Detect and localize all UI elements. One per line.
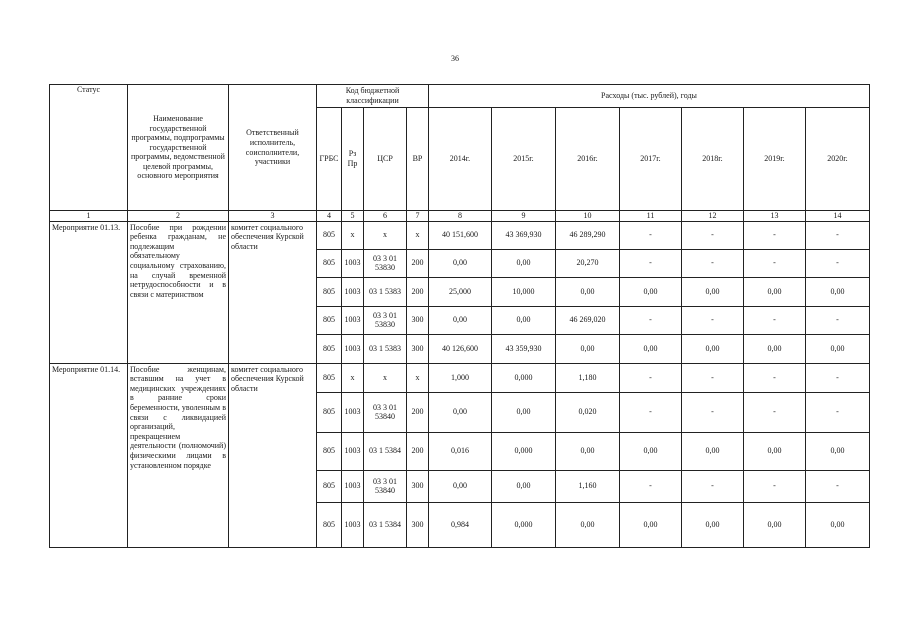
expense-cell: 0,00 bbox=[429, 392, 492, 432]
grbs-cell: 805 bbox=[317, 363, 342, 392]
expense-cell: 43 369,930 bbox=[492, 221, 556, 249]
vr-cell: 300 bbox=[407, 502, 429, 547]
csr-cell: x bbox=[364, 221, 407, 249]
expense-cell: - bbox=[620, 306, 682, 334]
expense-cell: 0,00 bbox=[744, 277, 806, 306]
expense-cell: - bbox=[806, 363, 870, 392]
csr-cell: 03 3 01 53840 bbox=[364, 392, 407, 432]
vr-cell: 200 bbox=[407, 277, 429, 306]
expense-cell: 0,00 bbox=[806, 432, 870, 470]
expense-cell: - bbox=[806, 470, 870, 502]
expense-cell: 0,00 bbox=[682, 277, 744, 306]
csr-cell: 03 1 5384 bbox=[364, 502, 407, 547]
csr-cell: 03 1 5383 bbox=[364, 277, 407, 306]
expense-cell: 0,00 bbox=[492, 249, 556, 277]
expense-cell: 1,180 bbox=[556, 363, 620, 392]
csr-cell: x bbox=[364, 363, 407, 392]
expense-cell: - bbox=[682, 249, 744, 277]
expense-cell: 0,00 bbox=[806, 334, 870, 363]
expense-cell: - bbox=[682, 392, 744, 432]
expense-cell: 0,00 bbox=[682, 334, 744, 363]
column-number: 10 bbox=[556, 211, 620, 222]
expense-cell: - bbox=[806, 221, 870, 249]
column-number: 7 bbox=[407, 211, 429, 222]
expense-cell: 0,00 bbox=[556, 502, 620, 547]
page-number: 36 bbox=[451, 54, 459, 63]
expense-cell: 0,00 bbox=[492, 470, 556, 502]
rz-pr-cell: 1003 bbox=[342, 502, 364, 547]
rz-pr-cell: x bbox=[342, 363, 364, 392]
expense-cell: 0,00 bbox=[556, 277, 620, 306]
vr-cell: 300 bbox=[407, 334, 429, 363]
header-year: 2018г. bbox=[682, 108, 744, 211]
table-row bbox=[50, 221, 870, 249]
budget-table bbox=[49, 84, 870, 548]
header-year: 2014г. bbox=[429, 108, 492, 211]
expense-cell: 0,00 bbox=[682, 432, 744, 470]
header-executor: Ответственный исполнитель, соисполнители, участники bbox=[229, 85, 317, 211]
rz-pr-cell: x bbox=[342, 221, 364, 249]
expense-cell: 1,000 bbox=[429, 363, 492, 392]
vr-cell: x bbox=[407, 221, 429, 249]
csr-cell: 03 1 5384 bbox=[364, 432, 407, 470]
rz-pr-cell: 1003 bbox=[342, 470, 364, 502]
expense-cell: - bbox=[620, 363, 682, 392]
expense-cell: - bbox=[682, 221, 744, 249]
measure-executor: комитет социального обеспечения Курской области bbox=[229, 221, 317, 363]
expense-cell: 0,00 bbox=[556, 432, 620, 470]
expense-cell: 25,000 bbox=[429, 277, 492, 306]
expense-cell: 0,00 bbox=[556, 334, 620, 363]
column-number: 12 bbox=[682, 211, 744, 222]
expense-cell: 0,00 bbox=[492, 306, 556, 334]
expense-cell: 0,00 bbox=[429, 306, 492, 334]
grbs-cell: 805 bbox=[317, 432, 342, 470]
vr-cell: 200 bbox=[407, 249, 429, 277]
measure-status: Мероприятие 01.14. bbox=[50, 363, 128, 547]
measure-name: Пособие при рождении ребенка гражданам, не подлежащим обязательному социальному страхованию, на случай временной нетрудоспособности и в связи с материнством bbox=[128, 221, 229, 363]
grbs-cell: 805 bbox=[317, 221, 342, 249]
expense-cell: 0,00 bbox=[682, 502, 744, 547]
expense-cell: - bbox=[744, 221, 806, 249]
rz-pr-cell: 1003 bbox=[342, 306, 364, 334]
expense-cell: 20,270 bbox=[556, 249, 620, 277]
expense-cell: 0,00 bbox=[620, 277, 682, 306]
expense-cell: 0,00 bbox=[806, 277, 870, 306]
header-csr: ЦСР bbox=[364, 108, 407, 211]
expense-cell: 0,00 bbox=[806, 502, 870, 547]
column-number: 2 bbox=[128, 211, 229, 222]
expense-cell: 0,00 bbox=[620, 432, 682, 470]
column-number: 9 bbox=[492, 211, 556, 222]
expense-cell: 0,00 bbox=[492, 392, 556, 432]
header-name: Наименование государственной программы, подпрограммы государственной программы, ведомственной целевой программы, основного мероприятия bbox=[128, 85, 229, 211]
header-year: 2017г. bbox=[620, 108, 682, 211]
expense-cell: 0,984 bbox=[429, 502, 492, 547]
grbs-cell: 805 bbox=[317, 249, 342, 277]
column-number: 4 bbox=[317, 211, 342, 222]
column-number: 11 bbox=[620, 211, 682, 222]
csr-cell: 03 3 01 53840 bbox=[364, 470, 407, 502]
expense-cell: - bbox=[806, 306, 870, 334]
expense-cell: 0,00 bbox=[744, 432, 806, 470]
header-expenses: Расходы (тыс. рублей), годы bbox=[429, 85, 870, 108]
expense-cell: 10,000 bbox=[492, 277, 556, 306]
rz-pr-cell: 1003 bbox=[342, 392, 364, 432]
expense-cell: 0,00 bbox=[620, 334, 682, 363]
expense-cell: - bbox=[744, 392, 806, 432]
expense-cell: - bbox=[620, 470, 682, 502]
grbs-cell: 805 bbox=[317, 277, 342, 306]
rz-pr-cell: 1003 bbox=[342, 249, 364, 277]
measures-body bbox=[50, 221, 870, 547]
expense-cell: - bbox=[744, 470, 806, 502]
vr-cell: x bbox=[407, 363, 429, 392]
expense-cell: 43 359,930 bbox=[492, 334, 556, 363]
expense-cell: - bbox=[744, 249, 806, 277]
expense-cell: - bbox=[620, 221, 682, 249]
expense-cell: 40 151,600 bbox=[429, 221, 492, 249]
expense-cell: 46 289,290 bbox=[556, 221, 620, 249]
grbs-cell: 805 bbox=[317, 306, 342, 334]
expense-cell: 0,00 bbox=[744, 334, 806, 363]
csr-cell: 03 3 01 53830 bbox=[364, 249, 407, 277]
header-vr: ВР bbox=[407, 108, 429, 211]
csr-cell: 03 3 01 53830 bbox=[364, 306, 407, 334]
expense-cell: - bbox=[682, 470, 744, 502]
csr-cell: 03 1 5383 bbox=[364, 334, 407, 363]
expense-cell: 0,000 bbox=[492, 502, 556, 547]
expense-cell: - bbox=[806, 392, 870, 432]
column-number: 6 bbox=[364, 211, 407, 222]
header-grbs: ГРБС bbox=[317, 108, 342, 211]
vr-cell: 300 bbox=[407, 306, 429, 334]
expense-cell: 0,00 bbox=[620, 502, 682, 547]
vr-cell: 200 bbox=[407, 432, 429, 470]
grbs-cell: 805 bbox=[317, 334, 342, 363]
column-number: 8 bbox=[429, 211, 492, 222]
expense-cell: 0,00 bbox=[429, 249, 492, 277]
column-number: 3 bbox=[229, 211, 317, 222]
expense-cell: - bbox=[682, 306, 744, 334]
header-year: 2020г. bbox=[806, 108, 870, 211]
grbs-cell: 805 bbox=[317, 470, 342, 502]
measure-status: Мероприятие 01.13. bbox=[50, 221, 128, 363]
expense-cell: 0,00 bbox=[744, 502, 806, 547]
header-year: 2015г. bbox=[492, 108, 556, 211]
expense-cell: - bbox=[806, 249, 870, 277]
vr-cell: 200 bbox=[407, 392, 429, 432]
expense-cell: - bbox=[744, 306, 806, 334]
header-status: Статус bbox=[50, 85, 128, 211]
column-number: 13 bbox=[744, 211, 806, 222]
expense-cell: 0,000 bbox=[492, 363, 556, 392]
header-budget-code: Код бюджетной классификации bbox=[317, 85, 429, 108]
expense-cell: - bbox=[620, 392, 682, 432]
expense-cell: - bbox=[620, 249, 682, 277]
expense-cell: 0,000 bbox=[492, 432, 556, 470]
expense-cell: 0,020 bbox=[556, 392, 620, 432]
header-year: 2019г. bbox=[744, 108, 806, 211]
rz-pr-cell: 1003 bbox=[342, 277, 364, 306]
expense-cell: 46 269,020 bbox=[556, 306, 620, 334]
rz-pr-cell: 1003 bbox=[342, 432, 364, 470]
expense-cell: - bbox=[744, 363, 806, 392]
vr-cell: 300 bbox=[407, 470, 429, 502]
measure-executor: комитет социального обеспечения Курской области bbox=[229, 363, 317, 547]
expense-cell: 0,00 bbox=[429, 470, 492, 502]
column-number: 1 bbox=[50, 211, 128, 222]
expense-cell: 40 126,600 bbox=[429, 334, 492, 363]
grbs-cell: 805 bbox=[317, 392, 342, 432]
grbs-cell: 805 bbox=[317, 502, 342, 547]
header-year: 2016г. bbox=[556, 108, 620, 211]
column-number: 14 bbox=[806, 211, 870, 222]
rz-pr-cell: 1003 bbox=[342, 334, 364, 363]
column-number: 5 bbox=[342, 211, 364, 222]
table-row bbox=[50, 363, 870, 392]
expense-cell: 0,016 bbox=[429, 432, 492, 470]
measure-name: Пособие женщинам, вставшим на учет в медицинских учреждениях в ранние сроки беременности, уволенным в связи с ликвидацией организаций, прекращением деятельности (полномочий) физическими лицами в установленном порядке bbox=[128, 363, 229, 547]
expense-cell: 1,160 bbox=[556, 470, 620, 502]
expense-cell: - bbox=[682, 363, 744, 392]
header-rz-pr: Рз Пр bbox=[342, 108, 364, 211]
